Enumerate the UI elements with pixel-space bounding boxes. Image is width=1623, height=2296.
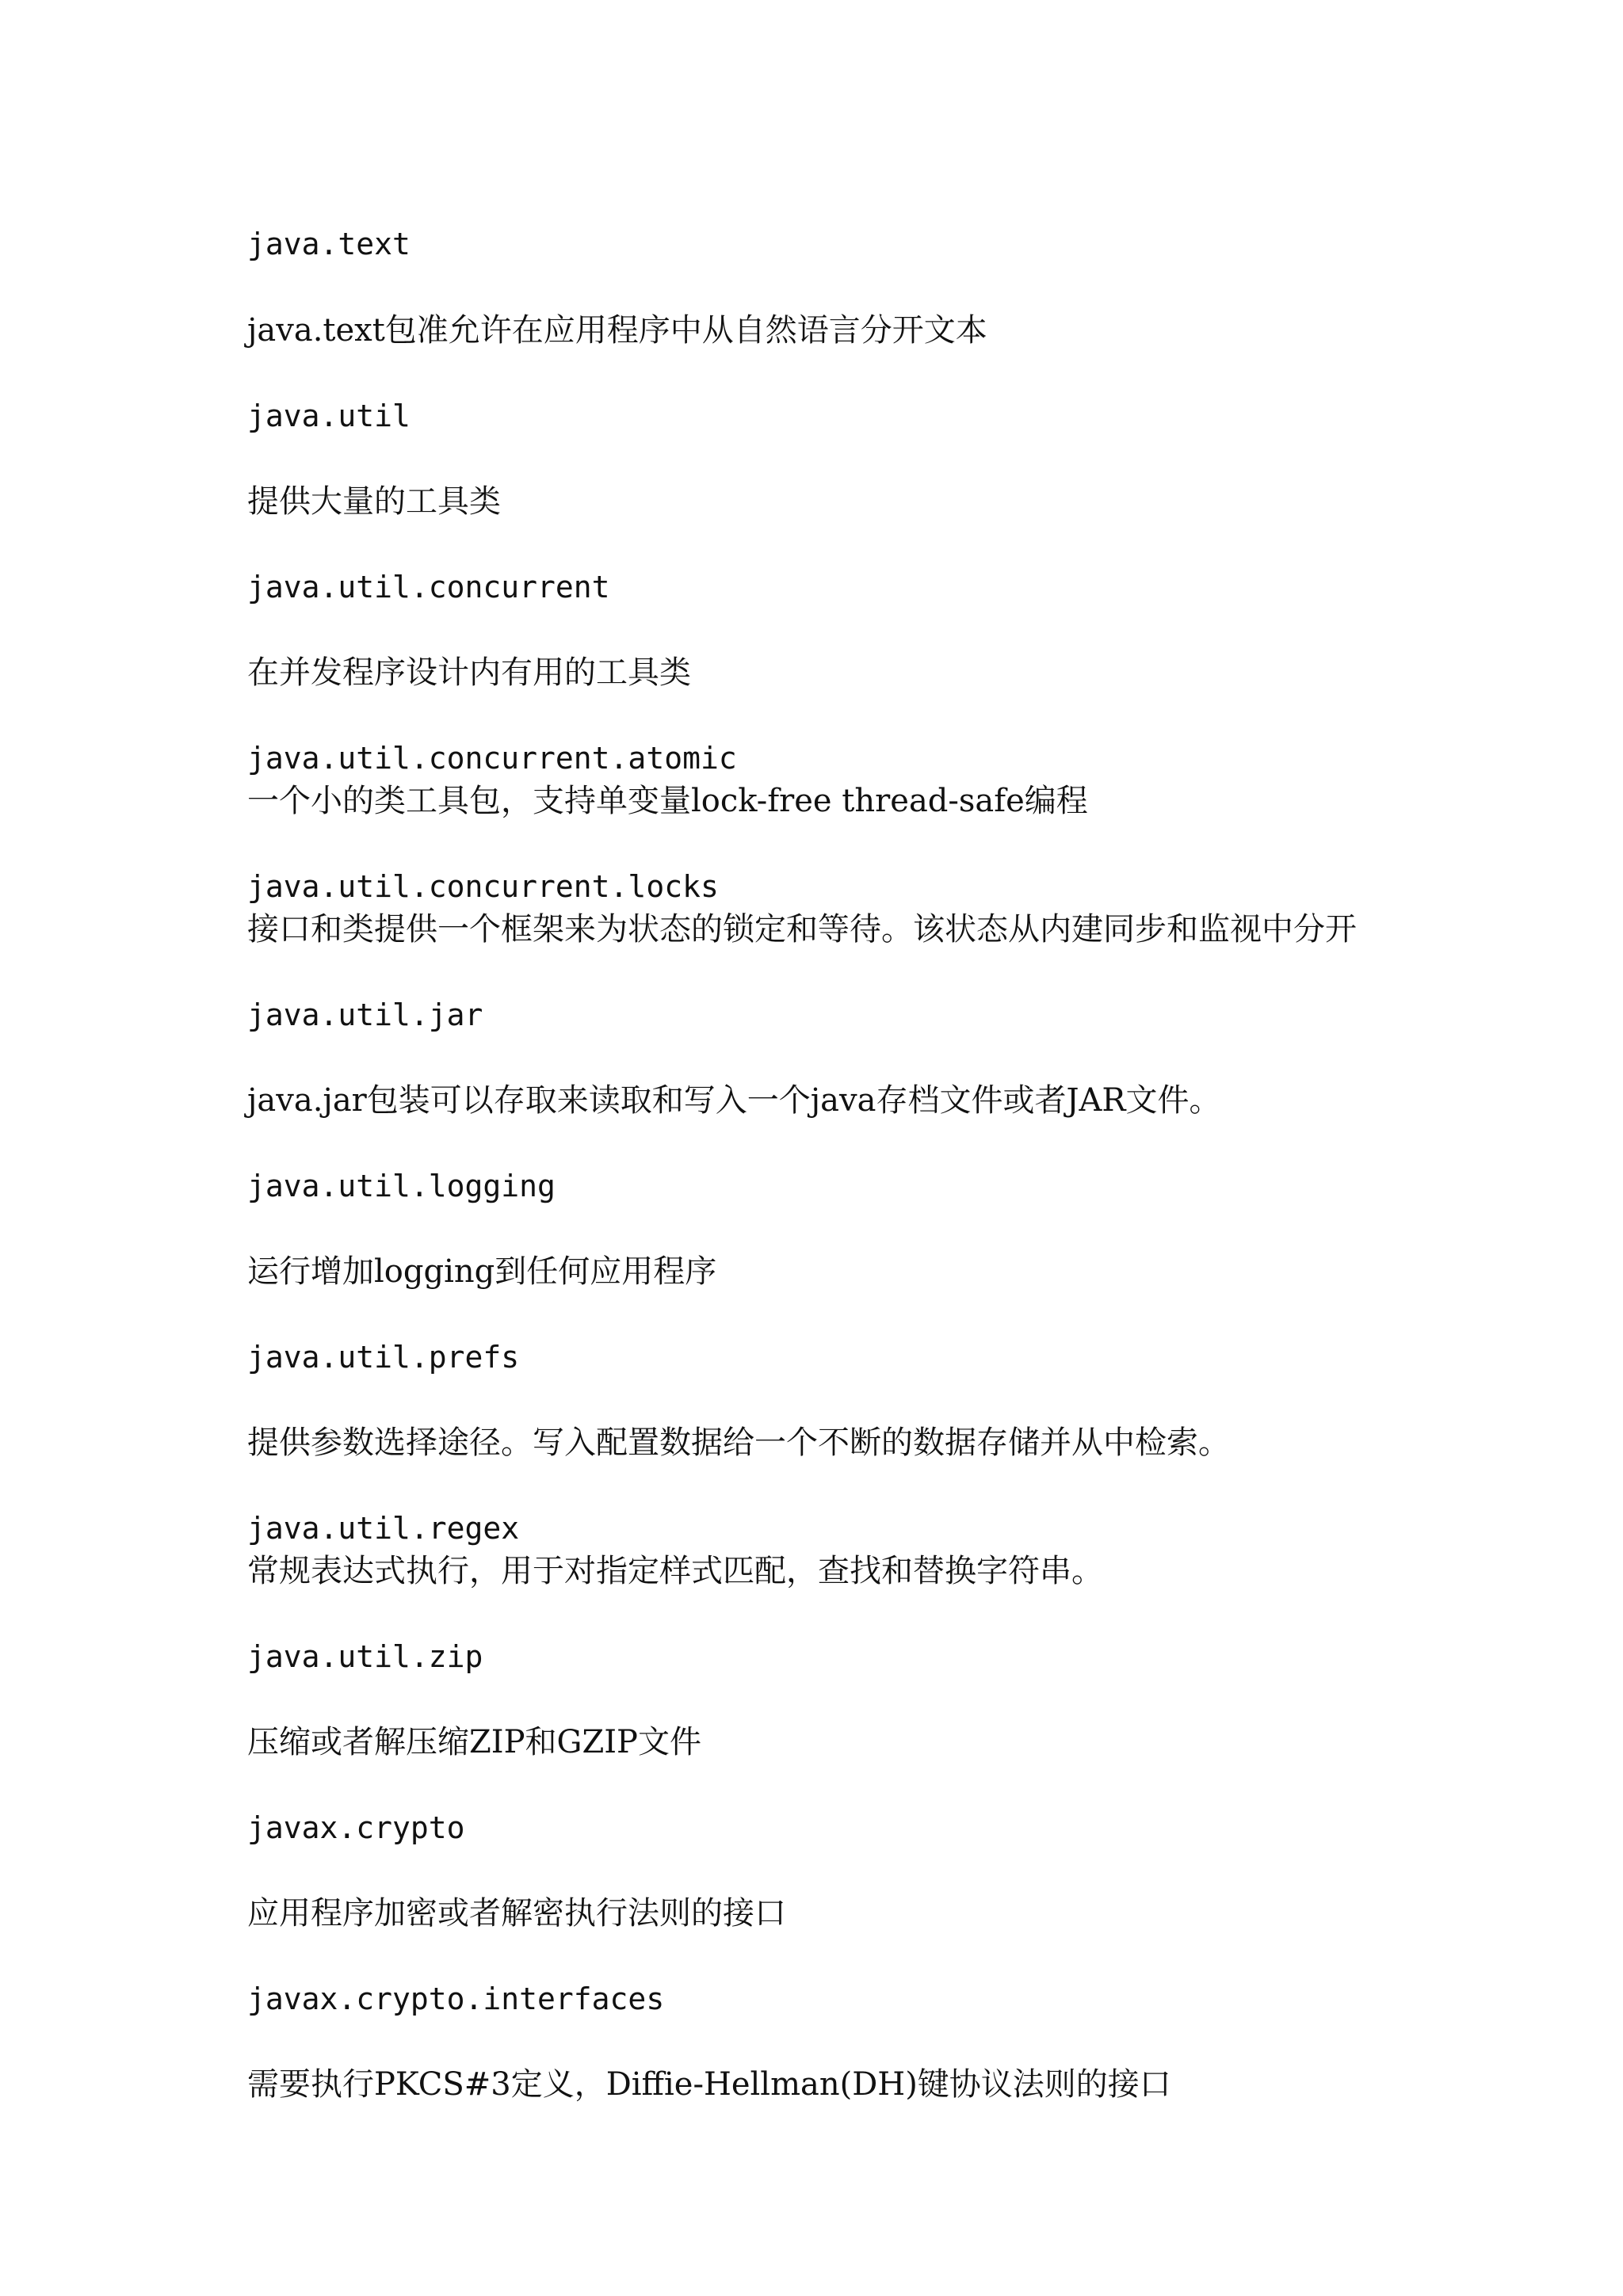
package-description: 在并发程序设计内有用的工具类 (247, 654, 691, 691)
package-name: javax.crypto (247, 1810, 465, 1845)
package-name: java.util.prefs (247, 1340, 520, 1375)
package-description: 应用程序加密或者解密执行法则的接口 (247, 1895, 786, 1932)
package-description: 提供大量的工具类 (247, 483, 501, 520)
package-name: javax.crypto.interfaces (247, 1981, 665, 2016)
package-description: java.jar包装可以存取来读取和写入一个java存档文件或者JAR文件。 (247, 1082, 1221, 1119)
package-description: 一个小的类工具包，支持单变量lock-free thread-safe编程 (247, 783, 1088, 819)
package-name: java.util.jar (247, 997, 483, 1032)
package-description: 接口和类提供一个框架来为状态的锁定和等待。该状态从内建同步和监视中分开 (247, 911, 1357, 948)
package-name: java.util.regex (247, 1511, 520, 1546)
package-name: java.text (247, 227, 411, 261)
package-name: java.util.logging (247, 1169, 556, 1203)
package-description: 提供参数选择途径。写入配置数据给一个不断的数据存储并从中检索。 (247, 1425, 1230, 1461)
package-name: java.util (247, 399, 411, 433)
package-description: 常规表达式执行，用于对指定样式匹配，查找和替换字符串。 (247, 1553, 1103, 1589)
package-name: java.util.zip (247, 1639, 483, 1674)
package-description: 压缩或者解压缩ZIP和GZIP文件 (247, 1724, 701, 1760)
package-name: java.util.concurrent.atomic (247, 741, 737, 776)
package-description: 需要执行PKCS#3定义，Diffie-Hellman(DH)键协议法则的接口 (247, 2066, 1171, 2103)
package-name: java.util.concurrent (247, 570, 610, 605)
package-name: java.util.concurrent.locks (247, 869, 719, 904)
package-description: 运行增加logging到任何应用程序 (247, 1253, 717, 1290)
package-description: java.text包准允许在应用程序中从自然语言分开文本 (247, 312, 987, 349)
